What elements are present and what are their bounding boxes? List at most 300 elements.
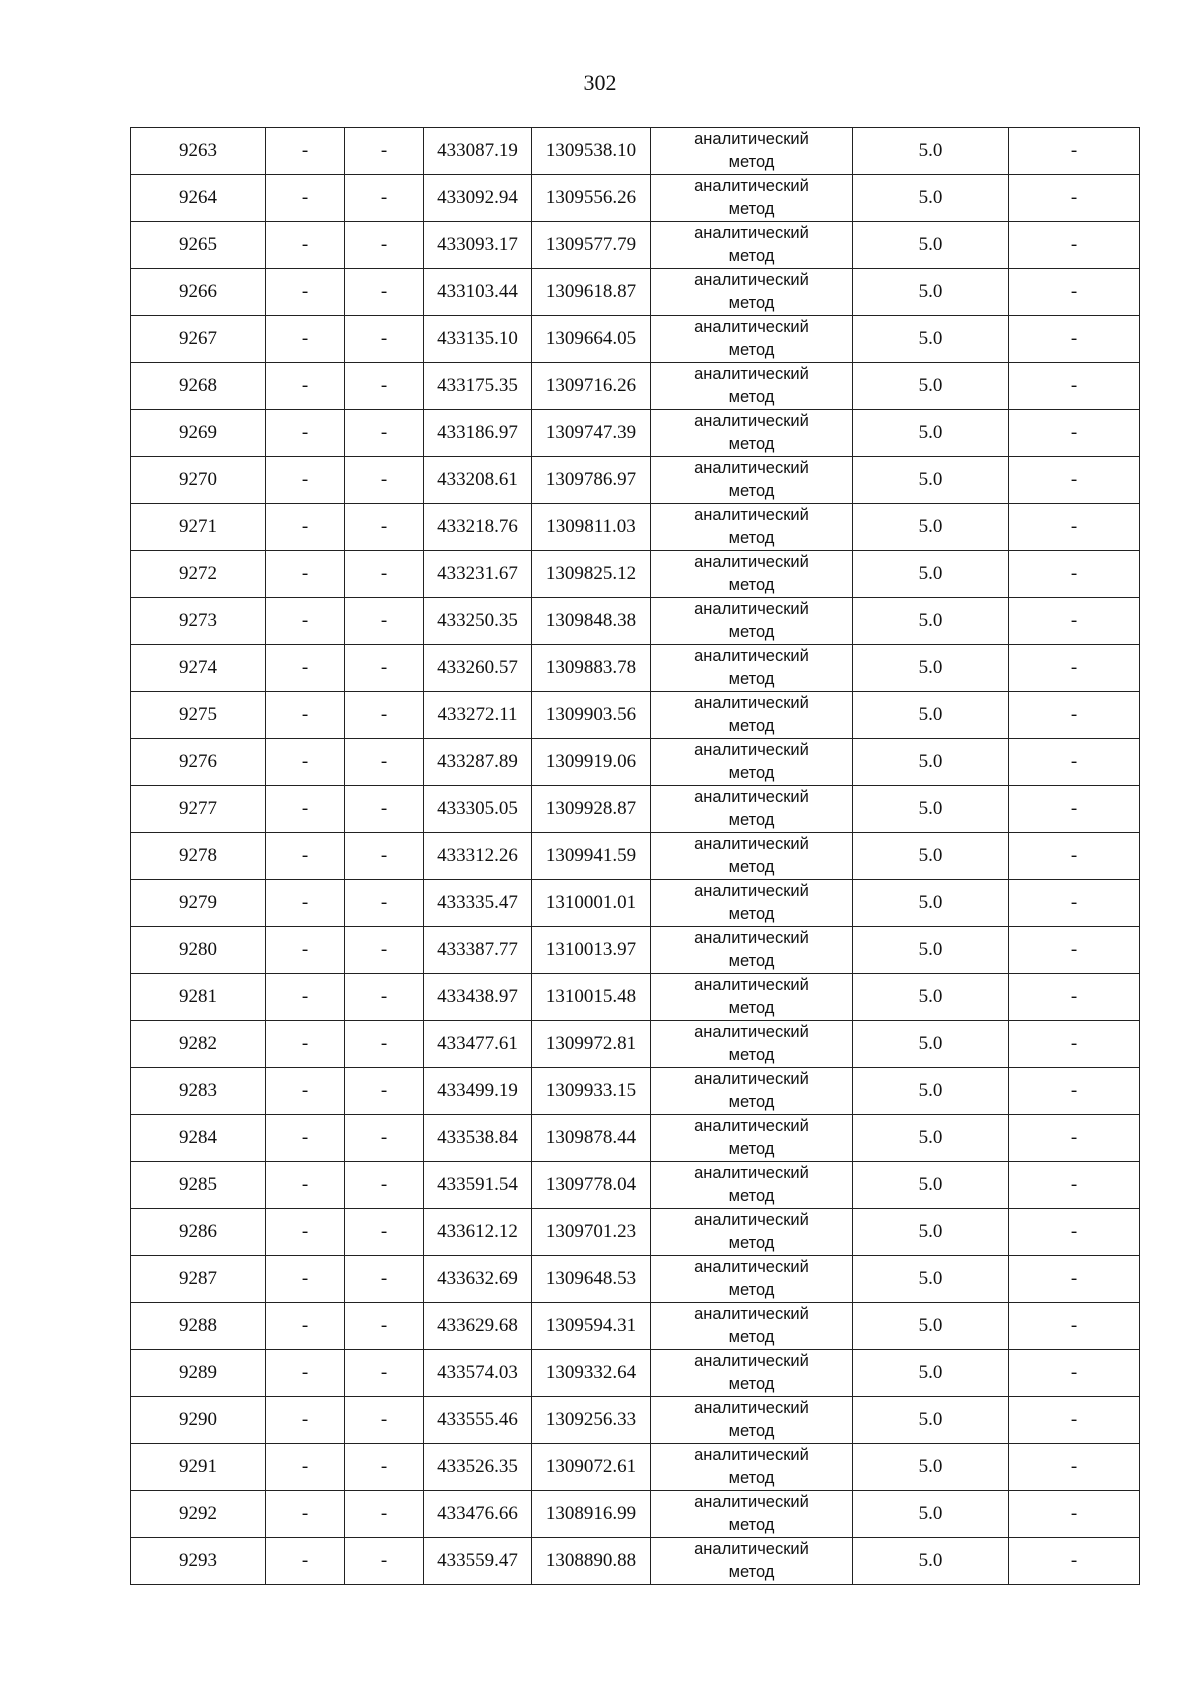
- point-number-cell: 9283: [131, 1068, 266, 1115]
- method-cell: [651, 551, 853, 598]
- empty-cell: -: [266, 504, 345, 551]
- x-coordinate-cell: 433231.67: [424, 551, 532, 598]
- point-number-cell: 9282: [131, 1021, 266, 1068]
- empty-cell: -: [1009, 1538, 1140, 1585]
- empty-cell: -: [266, 1021, 345, 1068]
- method-line1: аналитический: [694, 788, 809, 806]
- method-line1: аналитический: [694, 224, 809, 242]
- empty-cell: -: [1009, 316, 1140, 363]
- table-row: [131, 1491, 1140, 1538]
- method-cell: [651, 222, 853, 269]
- table-row: [131, 974, 1140, 1021]
- point-number-cell: 9271: [131, 504, 266, 551]
- empty-cell: -: [266, 222, 345, 269]
- x-coordinate-cell: 433312.26: [424, 833, 532, 880]
- x-coordinate-cell: 433538.84: [424, 1115, 532, 1162]
- method-cell: [651, 786, 853, 833]
- table-row: [131, 1538, 1140, 1585]
- table-row: [131, 1397, 1140, 1444]
- empty-cell: -: [266, 645, 345, 692]
- method-cell: [651, 1068, 853, 1115]
- y-coordinate-cell: 1309919.06: [532, 739, 651, 786]
- method-cell: [651, 927, 853, 974]
- empty-cell: -: [266, 692, 345, 739]
- empty-cell: -: [1009, 1256, 1140, 1303]
- method-cell: [651, 1115, 853, 1162]
- method-line1: аналитический: [694, 835, 809, 853]
- point-number-cell: 9264: [131, 175, 266, 222]
- coordinates-table: [130, 127, 1140, 1585]
- empty-cell: -: [1009, 598, 1140, 645]
- empty-cell: -: [266, 786, 345, 833]
- x-coordinate-cell: 433218.76: [424, 504, 532, 551]
- method-line1: аналитический: [694, 130, 809, 148]
- table-row: [131, 598, 1140, 645]
- x-coordinate-cell: 433093.17: [424, 222, 532, 269]
- method-line2: метод: [728, 999, 775, 1017]
- point-number-cell: 9279: [131, 880, 266, 927]
- y-coordinate-cell: 1309664.05: [532, 316, 651, 363]
- x-coordinate-cell: 433555.46: [424, 1397, 532, 1444]
- y-coordinate-cell: 1309903.56: [532, 692, 651, 739]
- y-coordinate-cell: 1309556.26: [532, 175, 651, 222]
- table-row: [131, 1162, 1140, 1209]
- point-number-cell: 9285: [131, 1162, 266, 1209]
- empty-cell: -: [266, 1444, 345, 1491]
- method-cell: [651, 410, 853, 457]
- table-row: [131, 457, 1140, 504]
- empty-cell: -: [1009, 692, 1140, 739]
- empty-cell: -: [266, 880, 345, 927]
- empty-cell: -: [1009, 551, 1140, 598]
- accuracy-cell: 5.0: [853, 1491, 1009, 1538]
- method-cell: [651, 1303, 853, 1350]
- x-coordinate-cell: 433135.10: [424, 316, 532, 363]
- empty-cell: -: [266, 1303, 345, 1350]
- empty-cell: -: [1009, 739, 1140, 786]
- empty-cell: -: [266, 833, 345, 880]
- point-number-cell: 9276: [131, 739, 266, 786]
- method-line1: аналитический: [694, 1399, 809, 1417]
- empty-cell: -: [345, 551, 424, 598]
- y-coordinate-cell: 1309648.53: [532, 1256, 651, 1303]
- method-cell: [651, 1021, 853, 1068]
- point-number-cell: 9263: [131, 128, 266, 175]
- y-coordinate-cell: 1309825.12: [532, 551, 651, 598]
- method-line1: аналитический: [694, 1352, 809, 1370]
- empty-cell: -: [345, 410, 424, 457]
- point-number-cell: 9286: [131, 1209, 266, 1256]
- x-coordinate-cell: 433103.44: [424, 269, 532, 316]
- point-number-cell: 9289: [131, 1350, 266, 1397]
- method-cell: [651, 1256, 853, 1303]
- accuracy-cell: 5.0: [853, 316, 1009, 363]
- point-number-cell: 9293: [131, 1538, 266, 1585]
- empty-cell: -: [266, 410, 345, 457]
- x-coordinate-cell: 433559.47: [424, 1538, 532, 1585]
- accuracy-cell: 5.0: [853, 1115, 1009, 1162]
- method-cell: [651, 1350, 853, 1397]
- x-coordinate-cell: 433612.12: [424, 1209, 532, 1256]
- method-line1: аналитический: [694, 1258, 809, 1276]
- empty-cell: -: [266, 1491, 345, 1538]
- table-row: [131, 504, 1140, 551]
- y-coordinate-cell: 1309332.64: [532, 1350, 651, 1397]
- empty-cell: -: [345, 1256, 424, 1303]
- method-line1: аналитический: [694, 271, 809, 289]
- point-number-cell: 9273: [131, 598, 266, 645]
- table-row: [131, 1209, 1140, 1256]
- x-coordinate-cell: 433305.05: [424, 786, 532, 833]
- point-number-cell: 9269: [131, 410, 266, 457]
- point-number-cell: 9274: [131, 645, 266, 692]
- empty-cell: -: [345, 786, 424, 833]
- empty-cell: -: [266, 128, 345, 175]
- empty-cell: -: [266, 269, 345, 316]
- empty-cell: -: [1009, 410, 1140, 457]
- empty-cell: -: [266, 927, 345, 974]
- method-line2: метод: [728, 1422, 775, 1440]
- empty-cell: -: [266, 1256, 345, 1303]
- empty-cell: -: [266, 1350, 345, 1397]
- accuracy-cell: 5.0: [853, 645, 1009, 692]
- empty-cell: -: [1009, 974, 1140, 1021]
- method-cell: [651, 457, 853, 504]
- empty-cell: -: [345, 1021, 424, 1068]
- method-cell: [651, 363, 853, 410]
- empty-cell: -: [266, 457, 345, 504]
- table-row: [131, 1444, 1140, 1491]
- accuracy-cell: 5.0: [853, 175, 1009, 222]
- method-line2: метод: [728, 905, 775, 923]
- empty-cell: -: [1009, 1115, 1140, 1162]
- method-cell: [651, 645, 853, 692]
- empty-cell: -: [345, 598, 424, 645]
- empty-cell: -: [1009, 269, 1140, 316]
- method-line2: метод: [728, 952, 775, 970]
- accuracy-cell: 5.0: [853, 128, 1009, 175]
- method-line2: метод: [728, 200, 775, 218]
- x-coordinate-cell: 433175.35: [424, 363, 532, 410]
- method-cell: [651, 833, 853, 880]
- method-cell: [651, 598, 853, 645]
- table-row: [131, 692, 1140, 739]
- method-line1: аналитический: [694, 1540, 809, 1558]
- method-line1: аналитический: [694, 882, 809, 900]
- y-coordinate-cell: 1309618.87: [532, 269, 651, 316]
- method-line2: метод: [728, 341, 775, 359]
- point-number-cell: 9291: [131, 1444, 266, 1491]
- method-line1: аналитический: [694, 1446, 809, 1464]
- method-cell: [651, 1444, 853, 1491]
- empty-cell: -: [1009, 222, 1140, 269]
- method-line2: метод: [728, 1093, 775, 1111]
- method-line2: метод: [728, 717, 775, 735]
- accuracy-cell: 5.0: [853, 1256, 1009, 1303]
- empty-cell: -: [266, 739, 345, 786]
- empty-cell: -: [345, 645, 424, 692]
- method-cell: [651, 269, 853, 316]
- empty-cell: -: [266, 551, 345, 598]
- method-line1: аналитический: [694, 177, 809, 195]
- table-row: [131, 363, 1140, 410]
- empty-cell: -: [1009, 504, 1140, 551]
- empty-cell: -: [345, 363, 424, 410]
- method-cell: [651, 504, 853, 551]
- point-number-cell: 9266: [131, 269, 266, 316]
- y-coordinate-cell: 1309747.39: [532, 410, 651, 457]
- method-cell: [651, 1162, 853, 1209]
- empty-cell: -: [1009, 927, 1140, 974]
- empty-cell: -: [345, 1491, 424, 1538]
- table-row: [131, 1068, 1140, 1115]
- method-line1: аналитический: [694, 741, 809, 759]
- empty-cell: -: [266, 363, 345, 410]
- method-line1: аналитический: [694, 1070, 809, 1088]
- accuracy-cell: 5.0: [853, 1068, 1009, 1115]
- point-number-cell: 9284: [131, 1115, 266, 1162]
- x-coordinate-cell: 433260.57: [424, 645, 532, 692]
- method-line1: аналитический: [694, 553, 809, 571]
- accuracy-cell: 5.0: [853, 598, 1009, 645]
- table-row: [131, 269, 1140, 316]
- method-cell: [651, 1397, 853, 1444]
- point-number-cell: 9272: [131, 551, 266, 598]
- y-coordinate-cell: 1309878.44: [532, 1115, 651, 1162]
- empty-cell: -: [1009, 128, 1140, 175]
- table-row: [131, 551, 1140, 598]
- method-line2: метод: [728, 1046, 775, 1064]
- y-coordinate-cell: 1309972.81: [532, 1021, 651, 1068]
- accuracy-cell: 5.0: [853, 363, 1009, 410]
- method-cell: [651, 739, 853, 786]
- method-cell: [651, 175, 853, 222]
- table-row: [131, 1256, 1140, 1303]
- accuracy-cell: 5.0: [853, 1021, 1009, 1068]
- y-coordinate-cell: 1310013.97: [532, 927, 651, 974]
- x-coordinate-cell: 433186.97: [424, 410, 532, 457]
- method-line1: аналитический: [694, 459, 809, 477]
- x-coordinate-cell: 433632.69: [424, 1256, 532, 1303]
- accuracy-cell: 5.0: [853, 457, 1009, 504]
- x-coordinate-cell: 433287.89: [424, 739, 532, 786]
- empty-cell: -: [345, 1303, 424, 1350]
- method-line2: метод: [728, 576, 775, 594]
- point-number-cell: 9287: [131, 1256, 266, 1303]
- empty-cell: -: [266, 316, 345, 363]
- method-line1: аналитический: [694, 694, 809, 712]
- method-line2: метод: [728, 247, 775, 265]
- method-line1: аналитический: [694, 1023, 809, 1041]
- method-line2: метод: [728, 1469, 775, 1487]
- empty-cell: -: [1009, 1444, 1140, 1491]
- method-line2: метод: [728, 1375, 775, 1393]
- point-number-cell: 9292: [131, 1491, 266, 1538]
- y-coordinate-cell: 1309716.26: [532, 363, 651, 410]
- x-coordinate-cell: 433629.68: [424, 1303, 532, 1350]
- x-coordinate-cell: 433250.35: [424, 598, 532, 645]
- method-line1: аналитический: [694, 412, 809, 430]
- method-cell: [651, 1538, 853, 1585]
- x-coordinate-cell: 433087.19: [424, 128, 532, 175]
- method-line2: метод: [728, 1281, 775, 1299]
- empty-cell: -: [345, 1209, 424, 1256]
- method-line2: метод: [728, 1187, 775, 1205]
- accuracy-cell: 5.0: [853, 974, 1009, 1021]
- y-coordinate-cell: 1309778.04: [532, 1162, 651, 1209]
- accuracy-cell: 5.0: [853, 551, 1009, 598]
- empty-cell: -: [1009, 175, 1140, 222]
- y-coordinate-cell: 1309072.61: [532, 1444, 651, 1491]
- method-line1: аналитический: [694, 976, 809, 994]
- y-coordinate-cell: 1309933.15: [532, 1068, 651, 1115]
- point-number-cell: 9277: [131, 786, 266, 833]
- y-coordinate-cell: 1309786.97: [532, 457, 651, 504]
- empty-cell: -: [345, 1162, 424, 1209]
- y-coordinate-cell: 1309811.03: [532, 504, 651, 551]
- table-row: [131, 1115, 1140, 1162]
- table-body: [131, 128, 1140, 1585]
- accuracy-cell: 5.0: [853, 786, 1009, 833]
- y-coordinate-cell: 1308916.99: [532, 1491, 651, 1538]
- method-cell: [651, 1491, 853, 1538]
- method-cell: [651, 128, 853, 175]
- method-line1: аналитический: [694, 1117, 809, 1135]
- accuracy-cell: 5.0: [853, 880, 1009, 927]
- method-line2: метод: [728, 623, 775, 641]
- method-line2: метод: [728, 1234, 775, 1252]
- method-line2: метод: [728, 435, 775, 453]
- accuracy-cell: 5.0: [853, 927, 1009, 974]
- empty-cell: -: [345, 504, 424, 551]
- empty-cell: -: [266, 1162, 345, 1209]
- y-coordinate-cell: 1309538.10: [532, 128, 651, 175]
- x-coordinate-cell: 433499.19: [424, 1068, 532, 1115]
- accuracy-cell: 5.0: [853, 504, 1009, 551]
- point-number-cell: 9278: [131, 833, 266, 880]
- method-line2: метод: [728, 153, 775, 171]
- empty-cell: -: [345, 880, 424, 927]
- empty-cell: -: [345, 222, 424, 269]
- y-coordinate-cell: 1309577.79: [532, 222, 651, 269]
- y-coordinate-cell: 1309594.31: [532, 1303, 651, 1350]
- empty-cell: -: [345, 128, 424, 175]
- point-number-cell: 9265: [131, 222, 266, 269]
- x-coordinate-cell: 433438.97: [424, 974, 532, 1021]
- table-row: [131, 833, 1140, 880]
- y-coordinate-cell: 1309848.38: [532, 598, 651, 645]
- x-coordinate-cell: 433092.94: [424, 175, 532, 222]
- accuracy-cell: 5.0: [853, 410, 1009, 457]
- table-row: [131, 1021, 1140, 1068]
- empty-cell: -: [345, 457, 424, 504]
- method-line1: аналитический: [694, 318, 809, 336]
- empty-cell: -: [1009, 1350, 1140, 1397]
- empty-cell: -: [266, 175, 345, 222]
- method-cell: [651, 1209, 853, 1256]
- method-line1: аналитический: [694, 1164, 809, 1182]
- y-coordinate-cell: 1309256.33: [532, 1397, 651, 1444]
- empty-cell: -: [1009, 1068, 1140, 1115]
- point-number-cell: 9281: [131, 974, 266, 1021]
- empty-cell: -: [1009, 1491, 1140, 1538]
- empty-cell: -: [266, 1397, 345, 1444]
- table-row: [131, 410, 1140, 457]
- method-cell: [651, 974, 853, 1021]
- accuracy-cell: 5.0: [853, 1303, 1009, 1350]
- method-line2: метод: [728, 670, 775, 688]
- method-line2: метод: [728, 1328, 775, 1346]
- empty-cell: -: [1009, 1209, 1140, 1256]
- empty-cell: -: [345, 1444, 424, 1491]
- empty-cell: -: [345, 692, 424, 739]
- method-line1: аналитический: [694, 365, 809, 383]
- table-row: [131, 1350, 1140, 1397]
- empty-cell: -: [345, 1538, 424, 1585]
- empty-cell: -: [1009, 363, 1140, 410]
- point-number-cell: 9268: [131, 363, 266, 410]
- table-row: [131, 128, 1140, 175]
- x-coordinate-cell: 433591.54: [424, 1162, 532, 1209]
- y-coordinate-cell: 1310001.01: [532, 880, 651, 927]
- accuracy-cell: 5.0: [853, 1397, 1009, 1444]
- empty-cell: -: [345, 1068, 424, 1115]
- method-line1: аналитический: [694, 600, 809, 618]
- empty-cell: -: [345, 833, 424, 880]
- x-coordinate-cell: 433208.61: [424, 457, 532, 504]
- table-row: [131, 739, 1140, 786]
- method-line1: аналитический: [694, 506, 809, 524]
- empty-cell: -: [1009, 1303, 1140, 1350]
- table-row: [131, 316, 1140, 363]
- method-cell: [651, 692, 853, 739]
- method-cell: [651, 316, 853, 363]
- table-row: [131, 1303, 1140, 1350]
- empty-cell: -: [1009, 645, 1140, 692]
- point-number-cell: 9280: [131, 927, 266, 974]
- point-number-cell: 9275: [131, 692, 266, 739]
- method-line1: аналитический: [694, 1211, 809, 1229]
- point-number-cell: 9290: [131, 1397, 266, 1444]
- method-line2: метод: [728, 294, 775, 312]
- point-number-cell: 9288: [131, 1303, 266, 1350]
- accuracy-cell: 5.0: [853, 269, 1009, 316]
- accuracy-cell: 5.0: [853, 1444, 1009, 1491]
- x-coordinate-cell: 433574.03: [424, 1350, 532, 1397]
- y-coordinate-cell: 1309701.23: [532, 1209, 651, 1256]
- accuracy-cell: 5.0: [853, 1162, 1009, 1209]
- accuracy-cell: 5.0: [853, 692, 1009, 739]
- method-line2: метод: [728, 529, 775, 547]
- point-number-cell: 9267: [131, 316, 266, 363]
- table-row: [131, 786, 1140, 833]
- empty-cell: -: [345, 974, 424, 1021]
- empty-cell: -: [1009, 1162, 1140, 1209]
- accuracy-cell: 5.0: [853, 1538, 1009, 1585]
- table-row: [131, 222, 1140, 269]
- method-line2: метод: [728, 482, 775, 500]
- accuracy-cell: 5.0: [853, 739, 1009, 786]
- method-line2: метод: [728, 764, 775, 782]
- x-coordinate-cell: 433526.35: [424, 1444, 532, 1491]
- x-coordinate-cell: 433335.47: [424, 880, 532, 927]
- table-row: [131, 927, 1140, 974]
- x-coordinate-cell: 433387.77: [424, 927, 532, 974]
- empty-cell: -: [1009, 786, 1140, 833]
- x-coordinate-cell: 433477.61: [424, 1021, 532, 1068]
- empty-cell: -: [266, 1538, 345, 1585]
- empty-cell: -: [345, 1115, 424, 1162]
